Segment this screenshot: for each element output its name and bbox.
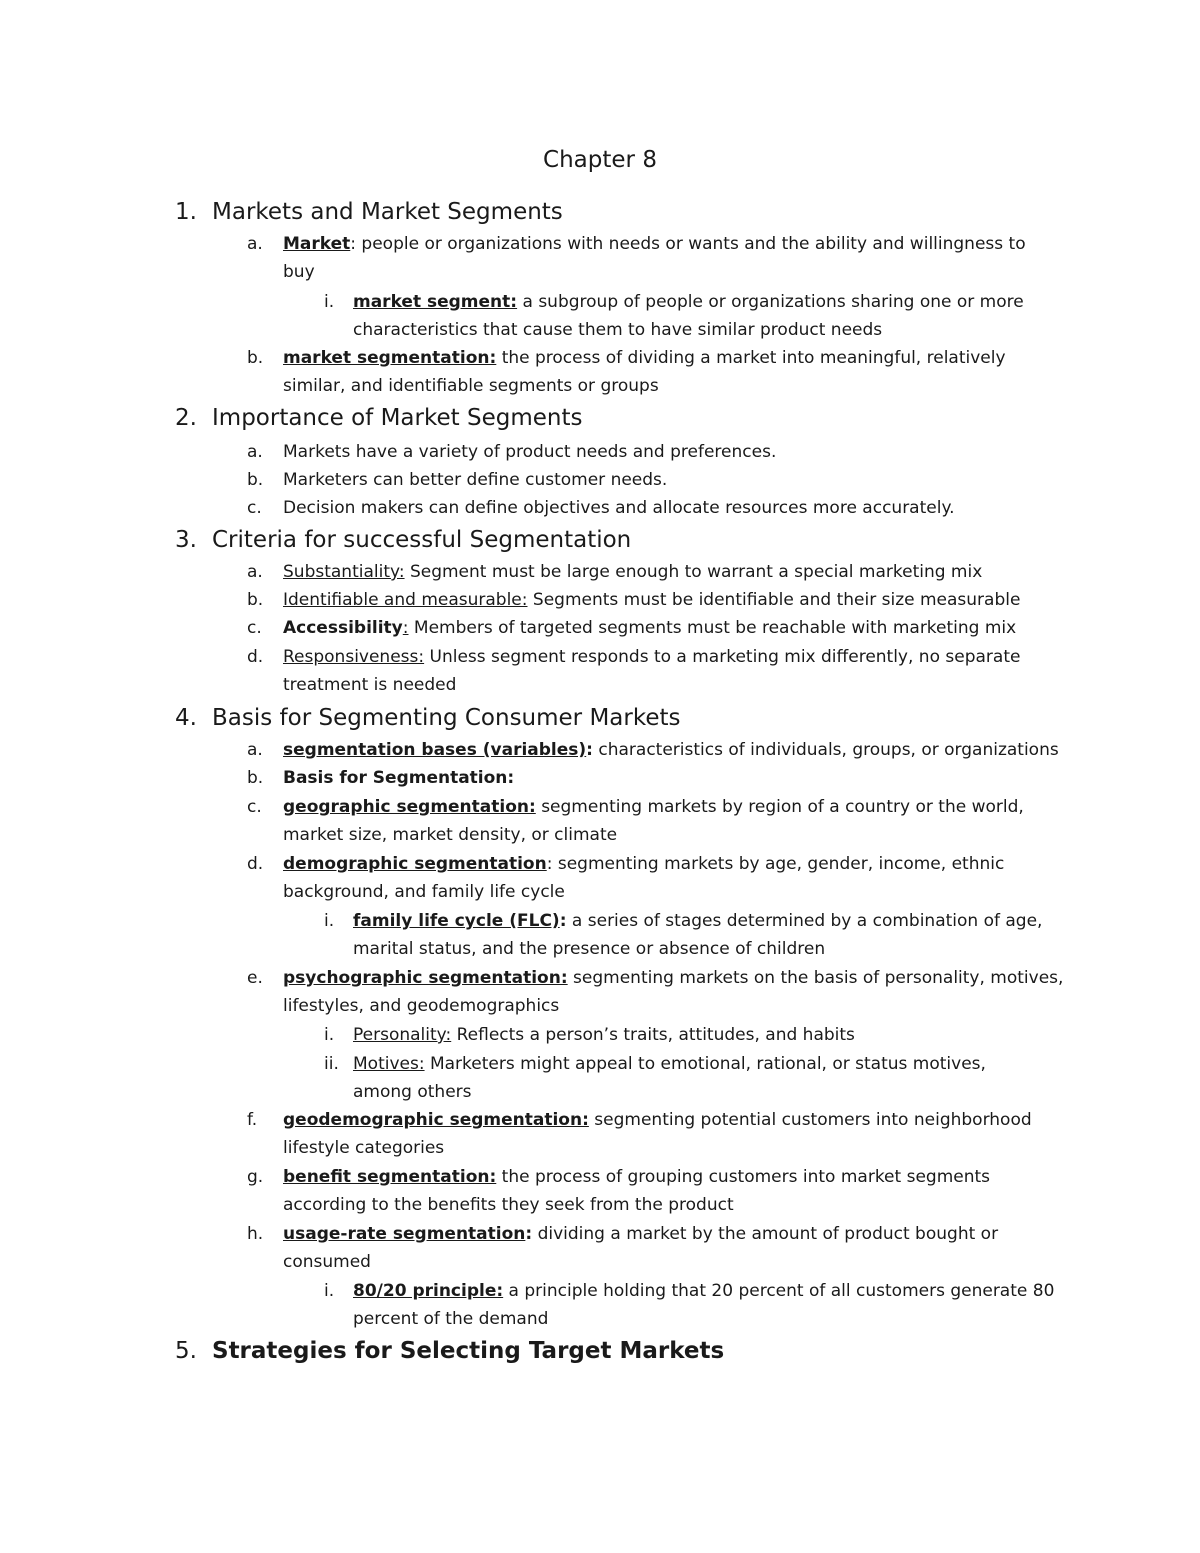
term: Substantiality:	[283, 562, 405, 582]
term: Responsiveness:	[283, 647, 425, 667]
definition: Members of targeted segments must be reachable with marketing mix	[408, 618, 1017, 638]
definition: Reflects a person’s traits, attitudes, and habits	[451, 1025, 855, 1045]
list-marker: e.	[247, 968, 263, 988]
definition: dividing a market by the amount of product bought or	[532, 1224, 999, 1244]
definition-continued: characteristics that cause them to have similar product needs	[353, 320, 883, 340]
definition: Segment must be large enough to warrant a special marketing mix	[404, 562, 983, 582]
section-number: 2.	[175, 405, 197, 431]
list-marker: a.	[247, 442, 263, 462]
term: segmentation bases (variables)	[283, 740, 587, 760]
list-marker: i.	[324, 911, 335, 931]
list-marker: b.	[247, 470, 264, 490]
term-colon: :	[402, 618, 409, 638]
section-title: Strategies for Selecting Target Markets	[212, 1338, 725, 1364]
term: Identifiable and measurable:	[283, 590, 528, 610]
definition: Segments must be identifiable and their size measurable	[527, 590, 1021, 610]
section-heading	[0, 402, 1200, 434]
definition: the process of dividing a market into meaningful, relatively	[496, 348, 1006, 368]
section-heading	[0, 196, 1200, 228]
section-title: Basis for Segmenting Consumer Markets	[212, 705, 681, 731]
definition: segmenting potential customers into neighborhood	[588, 1110, 1032, 1130]
list-marker: a.	[247, 740, 263, 760]
term-colon: :	[586, 740, 593, 760]
list-marker: a.	[247, 234, 263, 254]
list-marker: c.	[247, 498, 262, 518]
definition-continued: buy	[283, 262, 315, 282]
definition: : people or organizations with needs or wants and the ability and willingness to	[350, 234, 1026, 254]
term: geodemographic segmentation:	[283, 1110, 589, 1130]
definition: Unless segment responds to a marketing mix differently, no separate	[424, 647, 1021, 667]
term: psychographic segmentation:	[283, 968, 568, 988]
list-marker: f.	[247, 1110, 258, 1130]
section-title: Importance of Market Segments	[212, 405, 583, 431]
term: Personality:	[353, 1025, 452, 1045]
section-number: 3.	[175, 527, 197, 553]
list-marker: g.	[247, 1167, 264, 1187]
list-marker: i.	[324, 1025, 335, 1045]
definition: Marketers might appeal to emotional, rational, or status motives,	[424, 1054, 986, 1074]
list-marker: i.	[324, 1281, 335, 1301]
definition: : segmenting markets by age, gender, income, ethnic	[546, 854, 1005, 874]
term: geographic segmentation:	[283, 797, 536, 817]
list-marker: c.	[247, 797, 262, 817]
list-marker: b.	[247, 590, 264, 610]
definition-continued: lifestyle categories	[283, 1138, 445, 1158]
definition-continued: among others	[353, 1082, 472, 1102]
list-marker: a.	[247, 562, 263, 582]
definition-continued: marital status, and the presence or absence of children	[353, 939, 826, 959]
section-heading	[0, 702, 1200, 734]
section-heading	[0, 524, 1200, 556]
definition: the process of grouping customers into market segments	[496, 1167, 991, 1187]
term-colon: :	[559, 911, 567, 931]
definition: segmenting markets by region of a country or the world,	[535, 797, 1024, 817]
list-marker: b.	[247, 768, 264, 788]
section-heading	[0, 1335, 1200, 1367]
list-marker: c.	[247, 618, 262, 638]
section-number: 1.	[175, 199, 197, 225]
definition-continued: background, and family life cycle	[283, 882, 565, 902]
definition: characteristics of individuals, groups, or organizations	[592, 740, 1059, 760]
term: usage-rate segmentation	[283, 1224, 526, 1244]
list-marker: ii.	[324, 1054, 339, 1074]
item-text: Markets have a variety of product needs and preferences.	[283, 442, 777, 462]
term: benefit segmentation:	[283, 1167, 497, 1187]
section-title: Markets and Market Segments	[212, 199, 563, 225]
page-title: Chapter 8	[543, 147, 657, 173]
item-text: Decision makers can define objectives and allocate resources more accurately.	[283, 498, 955, 518]
term: demographic segmentation	[283, 854, 547, 874]
definition: a subgroup of people or organizations sharing one or more	[517, 292, 1024, 312]
list-marker: i.	[324, 292, 335, 312]
item-text: Marketers can better define customer needs.	[283, 470, 668, 490]
definition-continued: consumed	[283, 1252, 371, 1272]
section-number: 4.	[175, 705, 197, 731]
definition-continued: market size, market density, or climate	[283, 825, 618, 845]
list-marker: d.	[247, 854, 264, 874]
definition: a series of stages determined by a combination of age,	[566, 911, 1043, 931]
term: Motives:	[353, 1054, 425, 1074]
definition-continued: according to the benefits they seek from the product	[283, 1195, 734, 1215]
section-title: Criteria for successful Segmentation	[212, 527, 632, 553]
item-text: Basis for Segmentation:	[283, 768, 515, 788]
list-marker: h.	[247, 1224, 264, 1244]
term: market segment:	[353, 292, 518, 312]
term: 80/20 principle:	[353, 1281, 504, 1301]
definition-continued: percent of the demand	[353, 1309, 549, 1329]
term: family life cycle (FLC)	[353, 911, 560, 931]
list-marker: d.	[247, 647, 264, 667]
definition-continued: treatment is needed	[283, 675, 457, 695]
list-marker: b.	[247, 348, 264, 368]
definition: a principle holding that 20 percent of all customers generate 80	[503, 1281, 1055, 1301]
term: market segmentation:	[283, 348, 497, 368]
term-colon: :	[525, 1224, 533, 1244]
term: Accessibility	[283, 618, 403, 638]
definition: segmenting markets on the basis of personality, motives,	[567, 968, 1064, 988]
term: Market	[283, 234, 351, 254]
definition-continued: lifestyles, and geodemographics	[283, 996, 560, 1016]
section-number: 5.	[175, 1338, 197, 1364]
definition-continued: similar, and identifiable segments or groups	[283, 376, 659, 396]
